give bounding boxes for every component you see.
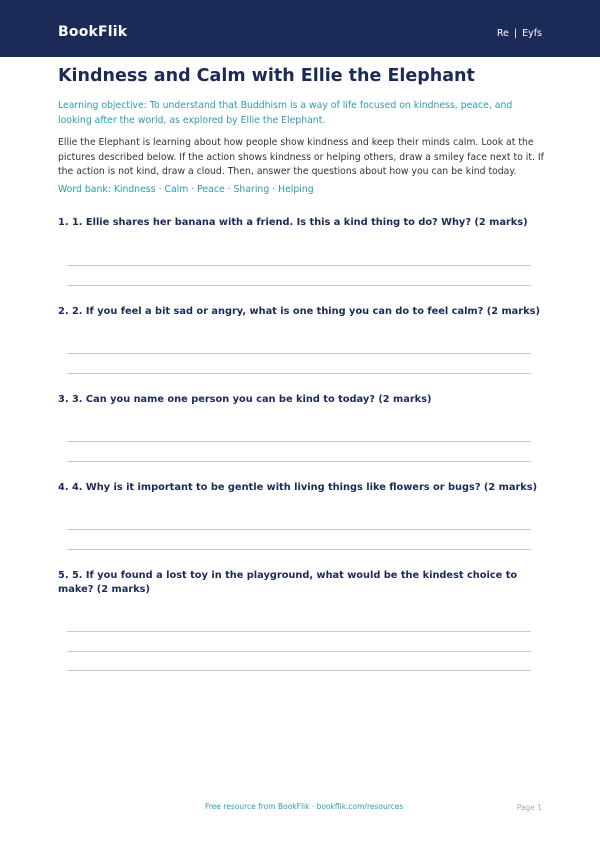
question-2: 2. 2. If you feel a bit sad or angry, what is one thing you can do to feel calm? (2 marks) xyxy=(58,306,540,317)
footer-credit: Free resource from BookFlik · bookflik.com/resources xyxy=(205,802,404,811)
learning-objective: Learning objective: To understand that Buddhism is a way of life focused on kindness, peace, and looking after the world, as explored by Ellie the Elephant. xyxy=(58,100,513,126)
brand-logo-text: BookFlik xyxy=(58,24,128,40)
answer-line[interactable] xyxy=(67,549,531,550)
word-bank: Word bank: Kindness · Calm · Peace · Sharing · Helping xyxy=(58,184,314,195)
level-label: Eyfs xyxy=(522,28,542,39)
answer-line[interactable] xyxy=(67,441,531,442)
worksheet-title: Kindness and Calm with Ellie the Elephant xyxy=(58,66,475,86)
subject-level-label xyxy=(497,28,542,39)
answer-line[interactable] xyxy=(67,529,531,530)
answer-line[interactable] xyxy=(67,265,531,266)
separator: | xyxy=(513,28,518,39)
answer-line[interactable] xyxy=(67,651,531,652)
intro-instructions: Ellie the Elephant is learning about how people show kindness and keep their minds calm. Look at the pictures described below. If the action shows kindness or helping others, draw a smiley face next to it. If the action is not kind, draw a cloud. Then, answer the questions about how you can be kind today. xyxy=(58,137,544,177)
question-1: 1. 1. Ellie shares her banana with a friend. Is this a kind thing to do? Why? (2 marks) xyxy=(58,217,528,228)
page-number: Page 1 xyxy=(516,803,542,812)
answer-line[interactable] xyxy=(67,461,531,462)
answer-line[interactable] xyxy=(67,670,531,671)
answer-line[interactable] xyxy=(67,373,531,374)
question-3: 3. 3. Can you name one person you can be kind to today? (2 marks) xyxy=(58,394,432,405)
subject-label: Re xyxy=(496,28,509,39)
question-5: 5. 5. If you found a lost toy in the playground, what would be the kindest choice to make? (2 marks) xyxy=(58,570,518,595)
answer-line[interactable] xyxy=(67,353,531,354)
answer-line[interactable] xyxy=(67,285,531,286)
header-bar xyxy=(0,0,600,57)
question-4: 4. 4. Why is it important to be gentle with living things like flowers or bugs? (2 marks) xyxy=(58,482,538,493)
answer-line[interactable] xyxy=(67,631,531,632)
